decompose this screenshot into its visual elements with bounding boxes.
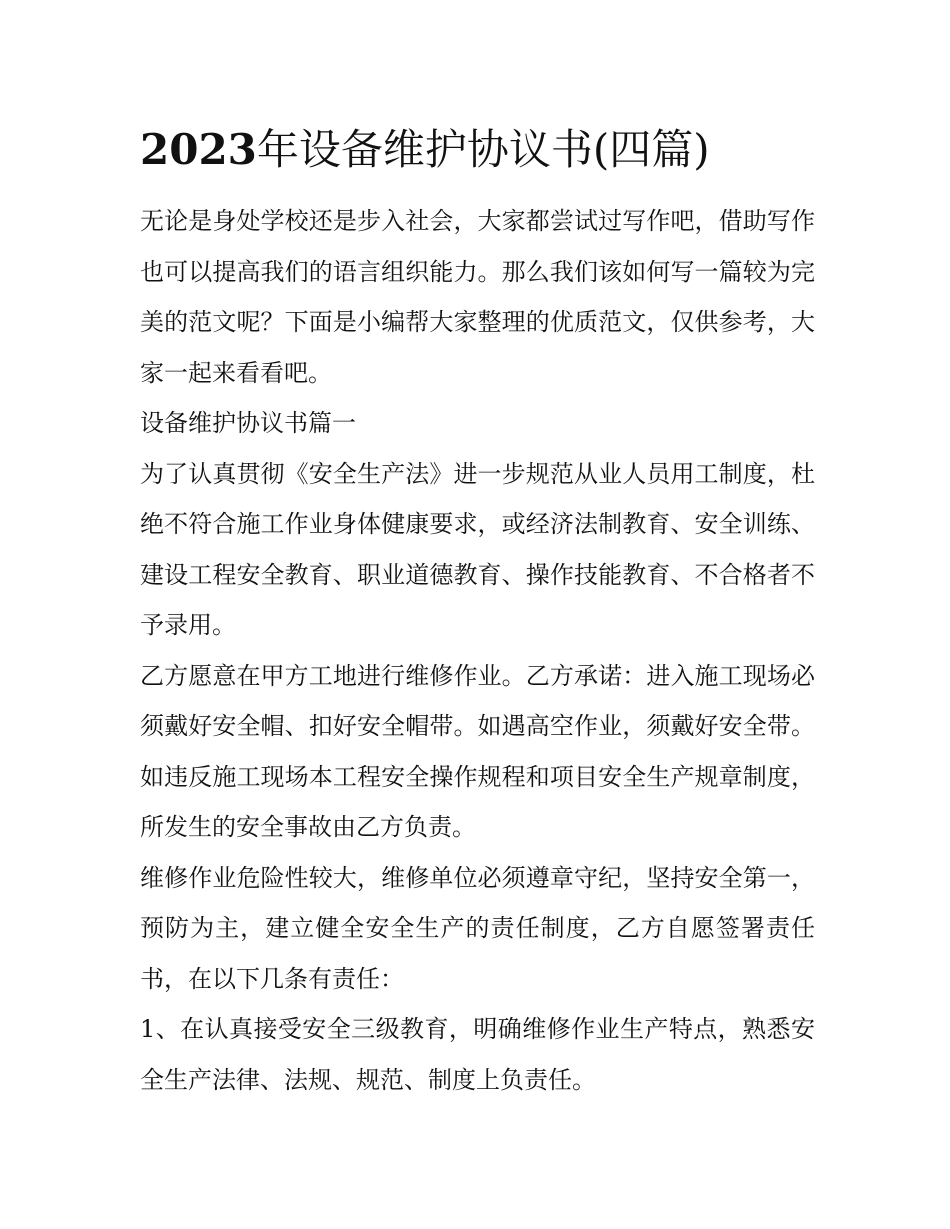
body-paragraph: 为了认真贯彻《安全生产法》进一步规范从业人员用工制度，杜绝不符合施工作业身体健康要求，或经济法制教育、安全训练、建设工程安全教育、职业道德教育、操作技能教育、不合格者不予录用。 [140, 459, 815, 639]
document-page [140, 118, 815, 1105]
intro-paragraph: 无论是身处学校还是步入社会，大家都尝试过写作吧，借助写作也可以提高我们的语言组织能力。那么我们该如何写一篇较为完美的范文呢？下面是小编帮大家整理的优质范文，仅供参考，大家一起来看看吧。 [140, 207, 815, 387]
body-paragraph: 1、在认真接受安全三级教育，明确维修作业生产特点，熟悉安全生产法律、法规、规范、制度上负责任。 [140, 1015, 815, 1094]
body-paragraph: 乙方愿意在甲方工地进行维修作业。乙方承诺：进入施工现场必须戴好安全帽、扣好安全帽带。如遇高空作业，须戴好安全带。如违反施工现场本工程安全操作规程和项目安全生产规章制度，所发生的安全事故由乙方负责。 [140, 661, 815, 841]
body-paragraph: 维修作业危险性较大，维修单位必须遵章守纪，坚持安全第一，预防为主，建立健全安全生产的责任制度，乙方自愿签署责任书，在以下几条有责任： [140, 863, 815, 993]
title-text: 年设备维护协议书(四篇) [256, 125, 710, 174]
document-title [140, 118, 815, 182]
section-heading: 设备维护协议书篇一 [140, 409, 356, 437]
title-year: 2023 [140, 125, 257, 174]
